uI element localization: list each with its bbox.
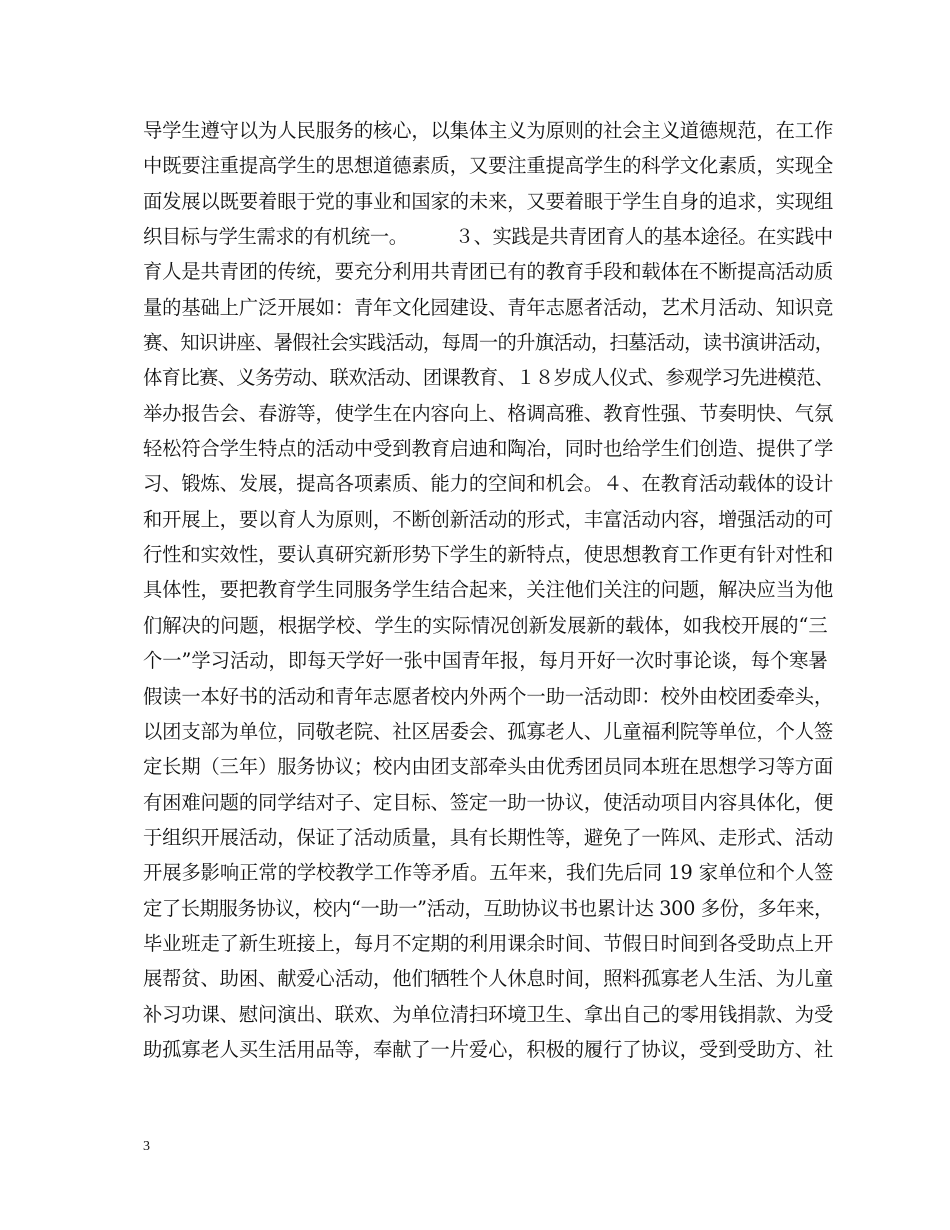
text-line: 举办报告会、春游等，使学生在内容向上、格调高雅、教育性强、节奏明快、气氛 [143,401,833,425]
text-line: 于组织开展活动，保证了活动质量，具有长期性等，避免了一阵风、走形式、活动 [143,825,833,849]
text-line: 中既要注重提高学生的思想道德素质，又要注重提高学生的科学文化素质，实现全 [143,154,833,178]
text-line: 以团支部为单位，同敬老院、社区居委会、孤寡老人、儿童福利院等单位，个人签 [143,719,833,743]
text-line: 个一”学习活动，即每天学好一张中国青年报，每月开好一次时事论谈，每个寒暑 [143,649,828,673]
text-line: 展帮贫、助困、献爱心活动，他们牺牲个人休息时间，照料孤寡老人生活、为儿童 [143,967,833,991]
text-line: 和开展上，要以育人为原则，不断创新活动的形式，丰富活动内容，增强活动的可 [143,507,833,531]
page-number: 3 [143,1139,150,1154]
text-line: 体育比赛、义务劳动、联欢活动、团课教育、１８岁成人仪式、参观学习先进模范、 [143,366,833,390]
text-line: 织目标与学生需求的有机统一。 ３、实践是共青团育人的基本途径。在实践中 [143,225,833,249]
text-line: 轻松符合学生特点的活动中受到教育启迪和陶冶，同时也给学生们创造、提供了学 [143,437,833,461]
body-text [143,113,833,1067]
text-line: 有困难问题的同学结对子、定目标、签定一助一协议，使活动项目内容具体化，便 [143,790,833,814]
text-line: 毕业班走了新生班接上，每月不定期的利用课余时间、节假日时间到各受助点上开 [143,931,833,955]
text-line: 假读一本好书的活动和青年志愿者校内外两个一助一活动即：校外由校团委牵头， [143,684,833,708]
text-line: 量的基础上广泛开展如：青年文化园建设、青年志愿者活动，艺术月活动、知识竞 [143,295,833,319]
text-line: 具体性，要把教育学生同服务学生结合起来，关注他们关注的问题，解决应当为他 [143,578,833,602]
text-line: 开展多影响正常的学校教学工作等矛盾。五年来，我们先后同 19 家单位和个人签 [143,861,833,885]
text-line: 助孤寡老人买生活用品等，奉献了一片爱心，积极的履行了协议，受到受助方、社 [143,1037,833,1061]
text-line: 赛、知识讲座、暑假社会实践活动，每周一的升旗活动，扫墓活动，读书演讲活动， [143,331,833,355]
text-line: 们解决的问题，根据学校、学生的实际情况创新发展新的载体，如我校开展的“三 [143,613,828,637]
text-line: 面发展以既要着眼于党的事业和国家的未来，又要着眼于学生自身的追求，实现组 [143,189,833,213]
text-line: 习、锻炼、发展，提高各项素质、能力的空间和机会。４、在教育活动载体的设计 [143,472,833,496]
text-line: 行性和实效性，要认真研究新形势下学生的新特点，使思想教育工作更有针对性和 [143,543,833,567]
text-line: 导学生遵守以为人民服务的核心，以集体主义为原则的社会主义道德规范，在工作 [143,119,833,142]
text-line: 定了长期服务协议，校内“一助一”活动，互助协议书也累计达 300 多份，多年来， [143,896,833,920]
text-line: 定长期（三年）服务协议；校内由团支部牵头由优秀团员同本班在思想学习等方面 [143,755,833,779]
text-line: 育人是共青团的传统，要充分利用共青团已有的教育手段和载体在不断提高活动质 [143,260,833,284]
text-line: 补习功课、慰问演出、联欢、为单位清扫环境卫生、拿出自己的零用钱捐款、为受 [143,1002,833,1026]
